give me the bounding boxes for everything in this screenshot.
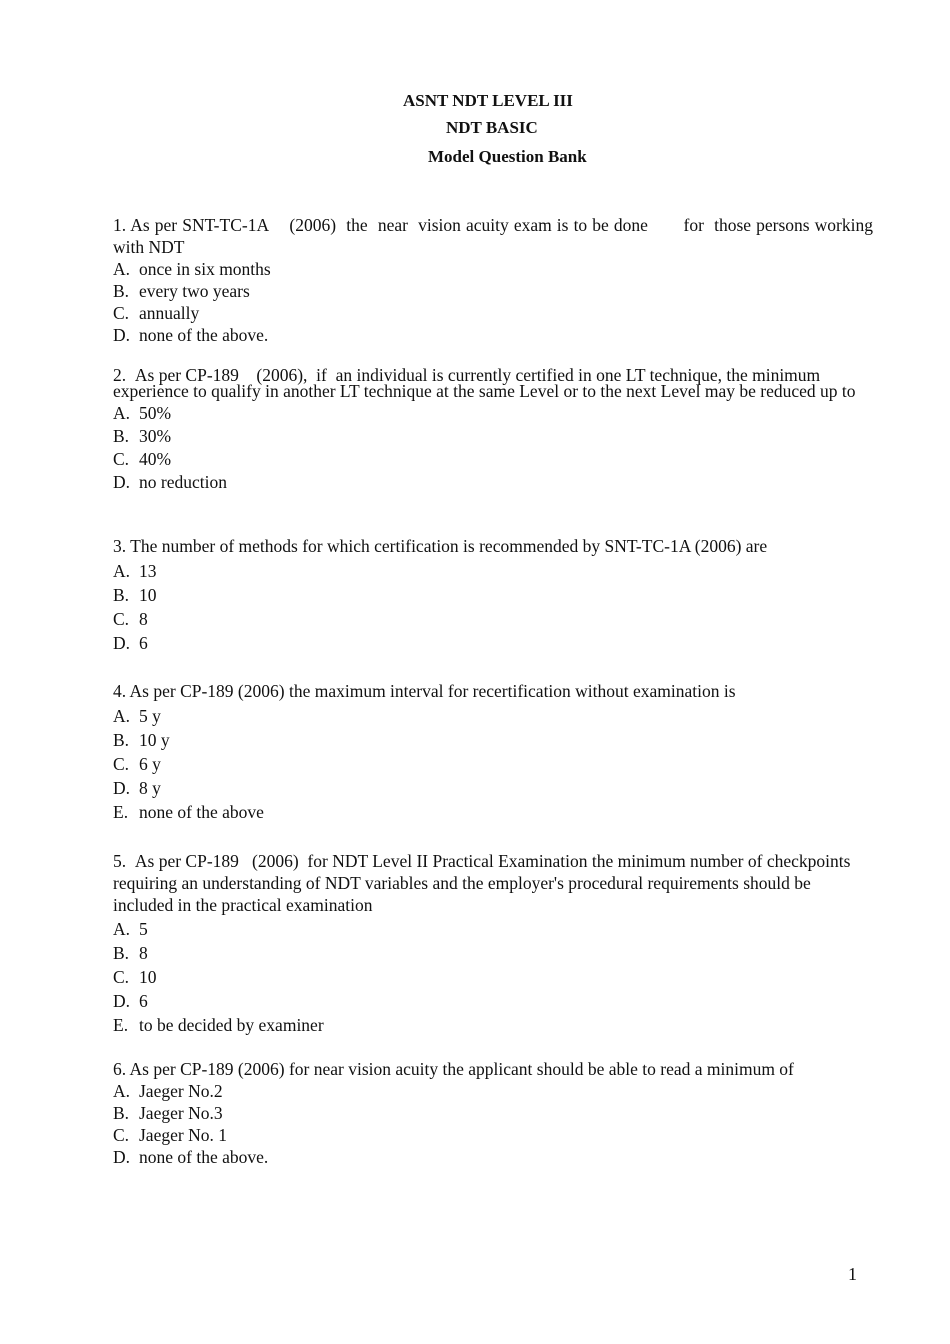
- option-text: no reduction: [139, 472, 227, 492]
- question-stem: 2. As per CP-189 (2006), if an individual is currently certified in one LT technique, the minimum experience to qualify in another LT technique at the same Level or to the next Level may be reduced up to: [113, 365, 856, 401]
- page-number: 1: [848, 1264, 857, 1284]
- question-3: [113, 535, 873, 655]
- option-letter: D.: [113, 325, 131, 345]
- option-text: none of the above.: [139, 325, 269, 345]
- question-1: [113, 214, 873, 346]
- option-letter: C.: [113, 609, 130, 629]
- option-text: 10: [139, 585, 157, 605]
- option-b: [113, 728, 873, 752]
- question-stem: 1. As per SNT-TC-1A (2006) the near vision acuity exam is to be done for those persons working with NDT: [113, 215, 873, 257]
- option-letter: B.: [113, 281, 130, 301]
- option-b: [113, 280, 873, 302]
- option-d: [113, 631, 873, 655]
- option-letter: B.: [113, 585, 130, 605]
- option-list: [113, 704, 873, 824]
- option-letter: B.: [113, 426, 130, 446]
- question-6: [113, 1058, 873, 1168]
- option-c: [113, 607, 873, 631]
- option-d: [113, 989, 873, 1013]
- option-text: 8 y: [139, 778, 161, 798]
- option-letter: D.: [113, 633, 131, 653]
- question-stem: 5. As per CP-189 (2006) for NDT Level II Practical Examination the minimum number of checkpoints requiring an understanding of NDT variables and the employer's procedural requirements should be included in the practical examination: [113, 851, 851, 915]
- option-list: [113, 917, 873, 1037]
- option-b: [113, 1102, 873, 1124]
- option-b: [113, 583, 873, 607]
- option-letter: D.: [113, 1147, 131, 1167]
- option-letter: D.: [113, 778, 131, 798]
- option-a: [113, 704, 873, 728]
- question-stem: 4. As per CP-189 (2006) the maximum interval for recertification without examination is: [113, 681, 736, 701]
- option-letter: B.: [113, 943, 130, 963]
- option-letter: C.: [113, 303, 130, 323]
- option-text: Jaeger No.3: [139, 1103, 223, 1123]
- option-c: [113, 448, 873, 471]
- option-text: 50%: [139, 403, 172, 423]
- option-d: [113, 324, 873, 346]
- option-c: [113, 752, 873, 776]
- option-list: [113, 258, 873, 346]
- option-list: [113, 1080, 873, 1168]
- document-subtitle: NDT BASIC: [446, 118, 538, 137]
- option-a: [113, 258, 873, 280]
- option-text: none of the above.: [139, 1147, 269, 1167]
- option-c: [113, 302, 873, 324]
- option-letter: E.: [113, 1015, 129, 1035]
- option-text: 10: [139, 967, 157, 987]
- option-letter: C.: [113, 1125, 130, 1145]
- question-stem: 6. As per CP-189 (2006) for near vision acuity the applicant should be able to read a minimum of: [113, 1059, 794, 1079]
- option-text: none of the above: [139, 802, 264, 822]
- option-a: [113, 402, 873, 425]
- option-letter: A.: [113, 919, 131, 939]
- option-e: [113, 800, 873, 824]
- option-d: [113, 776, 873, 800]
- option-letter: A.: [113, 403, 131, 423]
- option-d: [113, 1146, 873, 1168]
- option-a: [113, 917, 873, 941]
- option-letter: A.: [113, 1081, 131, 1101]
- question-5: [113, 850, 873, 1037]
- option-letter: C.: [113, 449, 130, 469]
- option-text: once in six months: [139, 259, 271, 279]
- option-list: [113, 559, 873, 655]
- option-text: 30%: [139, 426, 172, 446]
- option-text: 10 y: [139, 730, 170, 750]
- option-list: [113, 402, 873, 494]
- question-2: [113, 367, 873, 494]
- option-text: 5 y: [139, 706, 161, 726]
- option-text: 6 y: [139, 754, 161, 774]
- option-letter: A.: [113, 706, 131, 726]
- document-title: ASNT NDT LEVEL III: [403, 91, 573, 110]
- option-text: 8: [139, 609, 148, 629]
- option-text: annually: [139, 303, 200, 323]
- option-text: 6: [139, 633, 148, 653]
- option-letter: C.: [113, 967, 130, 987]
- option-a: [113, 559, 873, 583]
- option-text: to be decided by examiner: [139, 1015, 324, 1035]
- option-text: 6: [139, 991, 148, 1011]
- option-letter: B.: [113, 730, 130, 750]
- document-heading: Model Question Bank: [428, 147, 587, 166]
- option-c: [113, 965, 873, 989]
- question-4: [113, 680, 873, 824]
- option-text: Jaeger No. 1: [139, 1125, 227, 1145]
- question-stem: 3. The number of methods for which certification is recommended by SNT-TC-1A (2006) are: [113, 536, 768, 556]
- option-letter: B.: [113, 1103, 130, 1123]
- option-letter: E.: [113, 802, 129, 822]
- option-text: every two years: [139, 281, 250, 301]
- option-d: [113, 471, 873, 494]
- option-text: 8: [139, 943, 148, 963]
- option-c: [113, 1124, 873, 1146]
- option-text: 5: [139, 919, 148, 939]
- option-letter: C.: [113, 754, 130, 774]
- option-letter: A.: [113, 259, 131, 279]
- option-e: [113, 1013, 873, 1037]
- option-text: 13: [139, 561, 157, 581]
- option-b: [113, 425, 873, 448]
- option-b: [113, 941, 873, 965]
- option-a: [113, 1080, 873, 1102]
- option-letter: A.: [113, 561, 131, 581]
- option-text: Jaeger No.2: [139, 1081, 223, 1101]
- option-letter: D.: [113, 472, 131, 492]
- option-letter: D.: [113, 991, 131, 1011]
- option-text: 40%: [139, 449, 172, 469]
